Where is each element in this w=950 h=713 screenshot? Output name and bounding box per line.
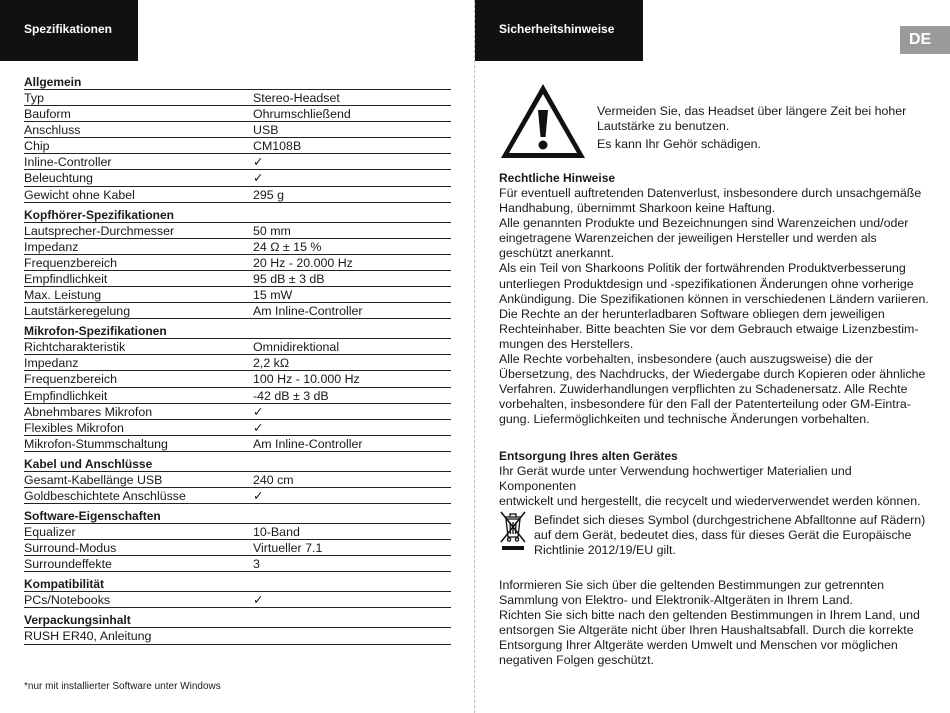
spec-key: Lautstärkeregelung: [24, 304, 131, 319]
legal-line: vorbehalten, insbesondere für den Fall der Patenterteilung oder GM-Eintra-: [499, 397, 911, 412]
spec-key: Surround-Modus: [24, 541, 117, 556]
spec-value: 2,2 kΩ: [253, 356, 290, 371]
spec-value: -42 dB ± 3 dB: [253, 388, 329, 403]
spec-key: Frequenzbereich: [24, 255, 117, 270]
spec-key: Richtcharakteristik: [24, 340, 126, 355]
spec-value: ✓: [253, 404, 264, 419]
spec-key: Beleuchtung: [24, 171, 93, 186]
spec-row: [24, 628, 451, 644]
weee-line: Richtlinie 2012/19/EU gilt.: [534, 543, 676, 558]
legal-line: Alle Rechte vorbehalten, insbesondere (auch auszugsweise) die der: [499, 352, 874, 367]
info-line: entsorgen Sie Altgeräte nicht über Ihren Haushaltsabfall. Durch die korrekte: [499, 623, 914, 638]
spec-value: 95 dB ± 3 dB: [253, 271, 325, 286]
spec-row: [24, 138, 451, 154]
spec-section-title: Allgemein: [24, 74, 451, 90]
spec-section-title: Mikrofon-Spezifikationen: [24, 323, 451, 339]
spec-value: Ohrumschließend: [253, 107, 351, 122]
spec-key: Inline-Controller: [24, 155, 112, 170]
spec-value: Am Inline-Controller: [253, 436, 363, 451]
info-line: Richten Sie sich bitte nach den geltenden Bestimmungen in Ihrem Land, und: [499, 608, 920, 623]
disposal-line: Ihr Gerät wurde unter Verwendung hochwertiger Materialien und Komponenten: [499, 464, 852, 494]
spec-row: [24, 371, 451, 387]
legal-line: Als ein Teil von Sharkoons Politik der fortwährenden Produktverbesserung: [499, 261, 906, 276]
spec-row: [24, 524, 451, 540]
spec-value: ✓: [253, 420, 264, 435]
spec-value: Stereo-Headset: [253, 91, 340, 105]
spec-row: [24, 255, 451, 271]
info-line: Entsorgung Ihrer Altgeräte werden Umwelt und Menschen vor möglichen: [499, 638, 898, 653]
spec-row: [24, 170, 451, 186]
spec-section-title: Kompatibilität: [24, 576, 451, 592]
info-line: Informieren Sie sich über die geltenden Bestimmungen zur getrennten: [499, 578, 885, 592]
spec-row: [24, 388, 451, 404]
spec-key: Mikrofon-Stummschaltung: [24, 436, 168, 451]
spec-key: PCs/Notebooks: [24, 593, 111, 608]
legal-title: Rechtliche Hinweise: [499, 171, 616, 185]
spec-row: [24, 592, 451, 608]
spec-key: Max. Leistung: [24, 288, 102, 303]
spec-row: [24, 122, 451, 138]
disposal-line: entwickelt und hergestellt, die recycelt und wiederverwendet werden können.: [499, 494, 921, 509]
legal-line: mungen des Herstellers.: [499, 336, 634, 351]
spec-value: 24 Ω ± 15 %: [253, 239, 322, 254]
spec-row: [24, 540, 451, 556]
spec-value: USB: [253, 123, 279, 138]
spec-row: [24, 404, 451, 420]
spec-row: [24, 90, 451, 106]
spec-row: [24, 488, 451, 504]
spec-row: [24, 239, 451, 255]
spec-section-title: Kopfhörer-Spezifikationen: [24, 207, 451, 223]
legal-line: eingetragene Warenzeichen der jeweiligen Hersteller und werden als: [499, 231, 877, 246]
spec-row: [24, 556, 451, 572]
spec-key: Gewicht ohne Kabel: [24, 187, 135, 202]
spec-row: [24, 154, 451, 170]
legal-line: gung. Liefermöglichkeiten und technische Änderungen vorbehalten.: [499, 412, 870, 427]
spec-value: ✓: [253, 593, 264, 608]
spec-row: [24, 472, 451, 488]
spec-value: ✓: [253, 488, 264, 503]
spec-key: Equalizer: [24, 525, 76, 540]
language-badge-label: DE: [909, 31, 932, 48]
disposal-title: Entsorgung Ihres alten Gerätes: [499, 449, 678, 463]
crossed-bin-icon: [499, 510, 527, 552]
footnote: *nur mit installierter Software unter Windows: [24, 681, 221, 692]
spec-row: [24, 271, 451, 287]
spec-value: 295 g: [253, 187, 285, 202]
weee-line: Befindet sich dieses Symbol (durchgestrichene Abfalltonne auf Rädern): [534, 513, 926, 527]
spec-key: Surroundeffekte: [24, 557, 112, 572]
info-line: negativen Folgen geschützt.: [499, 653, 654, 668]
spec-value: 20 Hz - 20.000 Hz: [253, 255, 353, 270]
spec-key: RUSH ER40, Anleitung: [24, 629, 152, 644]
warning-triangle-icon: [499, 82, 587, 160]
spec-value: ✓: [253, 171, 264, 186]
spec-table: [24, 74, 451, 645]
info-line: Sammlung von Elektro- und Elektronik-Altgeräten in Ihrem Land.: [499, 593, 853, 608]
safety-header-label: Sicherheitshinweise: [499, 21, 615, 36]
spec-section-title: Verpackungsinhalt: [24, 612, 451, 628]
spec-key: Chip: [24, 139, 50, 154]
spec-value: 50 mm: [253, 223, 291, 238]
language-badge: [900, 26, 950, 54]
spec-key: Empfindlichkeit: [24, 271, 108, 286]
spec-header-label: Spezifikationen: [24, 21, 113, 36]
spec-value: 3: [253, 557, 260, 572]
spec-value: 240 cm: [253, 472, 294, 487]
spec-value: 10-Band: [253, 525, 300, 540]
legal-line: Die Rechte an der herunterladbaren Software obliegen dem jeweiligen: [499, 306, 885, 321]
warning-text: [597, 104, 927, 155]
warning-line: Vermeiden Sie, das Headset über längere Zeit bei hoher Lautstärke zu benutzen.: [597, 104, 907, 134]
spec-row: [24, 187, 451, 203]
spec-row: [24, 287, 451, 303]
weee-line: auf dem Gerät, bedeutet dies, dass für dieses Gerät die Europäische: [534, 528, 912, 543]
legal-line: Verfahren. Zuwiderhandlungen verpflichten zu Schadenersatz. Alle Rechte: [499, 382, 908, 397]
legal-line: geschützt anerkannt.: [499, 246, 615, 261]
spec-key: Typ: [24, 91, 44, 105]
spec-key: Lautsprecher-Durchmesser: [24, 223, 175, 238]
spec-value: 100 Hz - 10.000 Hz: [253, 372, 360, 387]
spec-value: Am Inline-Controller: [253, 304, 363, 319]
spec-value: CM108B: [253, 139, 302, 154]
spec-key: Flexibles Mikrofon: [24, 420, 124, 435]
legal-text: [499, 186, 929, 428]
spec-section-title: Software-Eigenschaften: [24, 508, 451, 524]
spec-value: Omnidirektional: [253, 340, 340, 355]
page-divider: [474, 0, 475, 713]
spec-row: [24, 339, 451, 355]
spec-key: Abnehmbares Mikrofon: [24, 404, 153, 419]
legal-line: Für eventuell auftretenden Datenverlust, insbesondere durch unsachgemäße: [499, 186, 922, 200]
spec-row: [24, 303, 451, 319]
spec-row: [24, 355, 451, 371]
legal-line: unterliegen Produktdesign und -spezifikationen Änderungen ohne vorherige: [499, 276, 914, 291]
safety-header-tab: [475, 0, 643, 61]
legal-section: [499, 171, 929, 428]
spec-key: Goldbeschichtete Anschlüsse: [24, 488, 186, 503]
legal-line: Rechteinhaber. Bitte beachten Sie vor dem Gebrauch etwaige Lizenzbestim-: [499, 321, 919, 336]
warning-line: Es kann Ihr Gehör schädigen.: [597, 137, 761, 152]
legal-line: Handhabung, übernimmt Sharkoon keine Haftung.: [499, 201, 776, 216]
spec-header-tab: [0, 0, 138, 61]
spec-value: Virtueller 7.1: [253, 541, 323, 556]
disposal-section: [499, 449, 929, 509]
disposal-text: [499, 464, 929, 509]
spec-key: Impedanz: [24, 239, 79, 254]
spec-row: [24, 106, 451, 122]
spec-value: 15 mW: [253, 288, 293, 303]
legal-line: Ankündigung. Die Spezifikationen können in verschiedenen Ländern variieren.: [499, 291, 929, 306]
spec-key: Frequenzbereich: [24, 372, 117, 387]
spec-key: Gesamt-Kabellänge USB: [24, 472, 163, 487]
spec-row: [24, 223, 451, 239]
info-text: [499, 578, 929, 669]
spec-row: [24, 420, 451, 436]
spec-row: [24, 436, 451, 452]
legal-line: Alle genannten Produkte und Bezeichnungen sind Warenzeichen und/oder: [499, 216, 909, 231]
legal-line: Übersetzung, des Nachdrucks, der Wiedergabe durch Kopieren oder ähnliche: [499, 367, 926, 382]
spec-key: Empfindlichkeit: [24, 388, 108, 403]
spec-value: ✓: [253, 155, 264, 170]
spec-key: Impedanz: [24, 356, 79, 371]
spec-key: Anschluss: [24, 123, 81, 138]
spec-section-title: Kabel und Anschlüsse: [24, 456, 451, 472]
weee-text: [534, 513, 929, 558]
spec-key: Bauform: [24, 107, 71, 122]
